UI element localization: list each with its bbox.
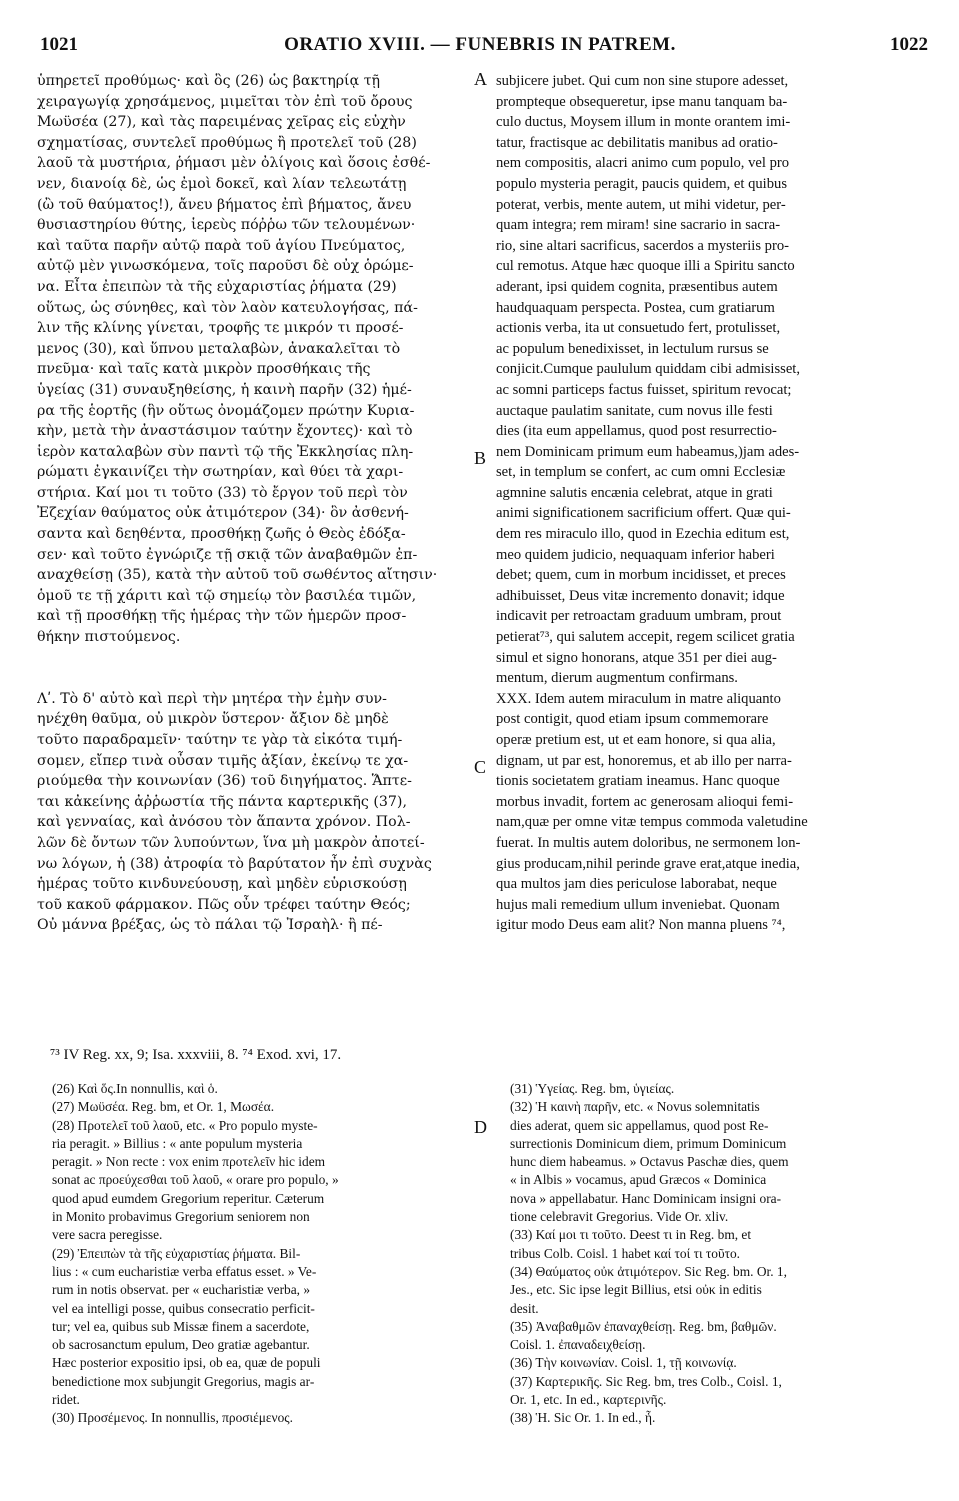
latin-text-column <box>496 71 922 936</box>
latin-line: operæ pretium est, ut et eam honore, si qua alia, <box>496 732 776 748</box>
latin-line: morbus invadit, fortem ac generosam alioqui femi- <box>496 793 794 810</box>
latin-line: set, in templum se confert, ac cum omni Ecclesiæ <box>496 464 786 481</box>
greek-line: μενος (30), καὶ ὕπνου μεταλαβὼν, ἀνακαλεῖται τὸ <box>37 340 401 357</box>
footnotes-right <box>510 1080 930 1428</box>
latin-line: post contigit, quod etiam ipsum commemorare <box>496 711 769 728</box>
latin-line: dignam, ut par est, honoremus, et ab illo per narra- <box>496 752 792 769</box>
footnote-line: (28) Προτελεῖ τοῦ λαοῦ, etc. « Pro populo myste- <box>52 1117 318 1133</box>
footnote-line: tione celebravit Gregorius. Vide Or. xliv. <box>510 1209 729 1225</box>
greek-line: καὶ ταῦτα παρῆν αὐτῷ παρὰ τοῦ ἁγίου Πνεύματος, <box>37 237 406 254</box>
greek-line: ἱερὸν καταλαβὼν σὺν παντὶ τῷ τῆς Ἐκκλησίας πλη- <box>37 443 414 460</box>
greek-line: ρα τῆς ἑορτῆς (ἣν οὕτως ὀνομάζομεν πρώτην Κυρια- <box>37 402 415 419</box>
latin-line: XXX. Idem autem miraculum in matre aliquanto <box>496 690 781 707</box>
greek-line <box>37 668 469 689</box>
greek-line: καὶ γενναίας, καὶ ἀνόσου τὸν ἅπαντα χρόνον. Πολ- <box>37 814 411 831</box>
page-number-right: 1022 <box>890 34 928 55</box>
footnote-line: Hæc posterior expositio ipsi, ob ea, quæ de populi <box>52 1355 321 1371</box>
footnote-line: peragit. » Non recte : vox enim προτελεῖν hic idem <box>52 1154 326 1170</box>
latin-line: quam integra; rem miram! sine sacrario in sacra- <box>496 217 781 234</box>
greek-line: τοῦ κακοῦ φάρμακον. Πῶς οὖν τρέφει ταύτην Θεός; <box>37 896 411 913</box>
greek-line <box>37 648 469 669</box>
greek-line: νω λόγων, ἡ (38) ἀτροφία τὸ βαρύτατον ἦν ἐπὶ συχνὰς <box>37 855 432 872</box>
latin-line: aderant, ipsi quidem cognita, præsentibus autem <box>496 278 778 295</box>
greek-line: Λʹ. Τὸ δ' αὐτὸ καὶ περὶ τὴν μητέρα τὴν ἐμὴν συν- <box>37 690 387 707</box>
footnote-line: tribus Colb. Coisl. 1 habet καί τοί τι τοῦτο. <box>510 1245 741 1261</box>
latin-line: debet; quem, cum in morbum incidisset, et preces <box>496 567 786 584</box>
footnote-line: Or. 1, etc. In ed., καρτερινῆς. <box>510 1392 667 1408</box>
latin-line: dies (ita eum appellamus, quod post resurrectio- <box>496 423 777 440</box>
greek-line: οὕτως, ὡς σύνηθες, καὶ τὸν λαὸν κατευλογήσας, πά- <box>37 299 418 316</box>
greek-line: ὑγείας (31) συναυξηθείσης, ἡ καινὴ παρῆν (32) ἡμέ- <box>37 381 412 398</box>
footnote-line: vel ea intelligi posse, quibus consecratio perficit- <box>52 1300 315 1316</box>
latin-line: rio, sine altari sacrificus, sacerdos a mysteriis pro- <box>496 237 789 254</box>
latin-line: poterat, verbis, mente autem, ut mihi videtur, per- <box>496 196 786 213</box>
scripture-references: ⁷³ IV Reg. xx, 9; Isa. xxxviii, 8. ⁷⁴ Exod. xvi, 17. <box>50 1047 342 1063</box>
latin-line: tionis societatem gratiam ineamus. Hanc quoque <box>496 773 780 790</box>
greek-line: πνεῦμα· καὶ ταῖς κατὰ μικρὸν προσθήκαις τῆς <box>37 361 371 378</box>
greek-line: θήκην πιστούμενος. <box>37 629 181 646</box>
latin-line: tatur, fractisque ac debilitatis manibus ad oratio- <box>496 134 778 151</box>
greek-line: λιν τῆς κλίνης γίνεται, τροφῆς τε μικρόν τι προσέ- <box>37 320 404 337</box>
footnote-line: tur; vel ea, quibus sub Missæ finem a sacerdote, <box>52 1318 310 1334</box>
footnote-line: vere sacra peregisse. <box>52 1227 163 1243</box>
latin-line: mentum, dierum augmentum confirmans. <box>496 670 738 687</box>
running-header <box>30 34 930 56</box>
greek-line: ρώματι ἐγκαινίζει τὴν σωτηρίαν, καὶ θύει τὰ χαρι- <box>37 464 404 481</box>
footnote-line: surrectionis Dominicum diem, primum Dominicum <box>510 1135 787 1151</box>
footnote-line: (27) Μωϋσέα. Reg. bm, et Or. 1, Μωσέα. <box>52 1099 275 1115</box>
latin-line: gius producam,nihil perinde grave erat,atque inedia, <box>496 855 800 872</box>
greek-line: ὑπηρετεῖ προθύμως· καὶ ὃς (26) ὡς βακτηρίᾳ τῇ <box>37 73 381 89</box>
greek-line: στήρια. Καί μοι τι τοῦτο (33) τὸ ἔργον τοῦ περὶ τὸν <box>37 484 408 501</box>
footnote-line: (32) Ἡ καινὴ παρῆν, etc. « Novus solemnitatis <box>510 1099 760 1115</box>
latin-line: nem Dominicam primum eum habeamus,)jam ades- <box>496 443 800 460</box>
greek-line: ηνέχθη θαῦμα, οὐ μικρὸν ὕστερον· ἄξιον δὲ μηδὲ <box>37 711 389 728</box>
footnote-line: (36) Τὴν κοινωνίαν. Coisl. 1, τῇ κοινωνίᾳ. <box>510 1355 737 1371</box>
latin-line: dem res miraculo illo, quod in Ezechia editum est, <box>496 526 790 543</box>
latin-line: igitur modo Deus eam alit? Non manna pluens ⁷⁴, <box>496 917 786 934</box>
latin-line: subjicere jubet. Qui cum non sine stupore adesset, <box>496 73 789 89</box>
footnote-line: benedictione mox subjungit Gregorius, magis ar- <box>52 1373 315 1389</box>
greek-line: να. Εἶτα ἐπειπὼν τὰ τῆς εὐχαριστίας ῥήματα (29) <box>37 278 397 295</box>
footnote-line: ria peragit. » Billius : « ante populum mysteria <box>52 1135 303 1151</box>
footnote-line: (35) Ἀναβαθμῶν ἐπαναχθείσῃ. Reg. bm, βαθμῶν. <box>510 1318 777 1334</box>
greek-line: χειραγωγίᾳ χρησάμενος, μιμεῖται τὸν ἐπὶ τοῦ ὄρους <box>37 93 413 110</box>
footnote-line: (33) Καί μοι τι τοῦτο. Deest τι in Reg. bm, et <box>510 1227 752 1243</box>
latin-line: ac somni particeps factus fuisset, spiritum revocat; <box>496 381 792 398</box>
greek-line: τοῦτο παραδραμεῖν· ταύτην τε γὰρ τὰ εἰκότα τιμή- <box>37 732 403 748</box>
footnote-line: hunc diem habeamus. » Octavus Paschæ dies, quem <box>510 1154 789 1170</box>
greek-line: καὶ τῇ προσθήκῃ τῆς ἡμέρας τὴν τῶν ἡμερῶν προσ- <box>37 608 407 625</box>
running-title: ORATIO XVIII. — FUNEBRIS IN PATREM. <box>284 34 676 55</box>
latin-line: adhibuisset, Deus vitæ incremento donavit; idque <box>496 587 785 604</box>
greek-text-column <box>37 71 469 936</box>
footnote-line: sonat ac προεύχεσθαι τοῦ λαοῦ, « orare pro populo, » <box>52 1172 339 1188</box>
latin-line: agmnine salutis encænia celebrat, atque in grati <box>496 484 773 501</box>
footnote-line: ob sacrosanctum epulum, Deo gratiæ agebantur. <box>52 1337 310 1353</box>
footnote-line: (26) Καὶ ὅς.In nonnullis, καὶ ὁ. <box>52 1081 218 1096</box>
footnote-line: quod apud eumdem Gregorium reperitur. Cæterum <box>52 1190 325 1206</box>
column-marker-a: A <box>474 69 487 89</box>
footnote-line: nova » appellabatur. Hanc Dominicam insigni ora- <box>510 1190 782 1206</box>
latin-line: haudquaquam perspecta. Postea, cum gratiarum <box>496 299 775 316</box>
latin-line: animi significationem sacrificium offert. Quæ qui- <box>496 505 791 522</box>
footnote-line: in Monito probavimus Gregorium seniorem non <box>52 1209 310 1225</box>
latin-line: cul remotus. Atque hæc quoque illi a Spiritu sancto <box>496 258 795 275</box>
greek-line: κὴν, μετὰ τὴν ἀναστάσιμον ταύτην ἔχοντες)· καὶ τὸ <box>37 423 413 440</box>
footnote-line: (31) Ὑγείας. Reg. bm, ὑγιείας. <box>510 1081 675 1096</box>
greek-line: Οὐ μάννα βρέξας, ὡς τὸ πάλαι τῷ Ἰσραὴλ· ἢ πέ- <box>37 917 383 934</box>
latin-line: culo ductus, Moysem illum in monte orantem imi- <box>496 114 791 131</box>
greek-line: νεν, διανοίᾳ δὲ, ὡς ἐμοὶ δοκεῖ, καὶ λίαν τελεωτάτῃ <box>37 175 407 192</box>
latin-line: fuerat. In multis autem doloribus, ne sermonem lon- <box>496 834 801 851</box>
greek-line: (ὢ τοῦ θαύματος!), ἄνευ βήματος ἐπὶ βήματος, ἄνευ <box>37 196 412 213</box>
footnote-line: (30) Προσέμενος. In nonnullis, προσιέμενος. <box>52 1410 293 1426</box>
greek-line: ὁμοῦ τε τῇ χάριτι καὶ τῷ σημείῳ τὸν βασιλέα τιμῶν, <box>37 587 417 604</box>
latin-line: prompteque obsequeretur, ipse manu tanquam ba- <box>496 93 788 110</box>
greek-line: Μωϋσέα (27), καὶ τὰς παρειμένας χεῖρας εἰς εὐχὴν <box>37 114 406 131</box>
latin-line: actionis verba, ita ut consuetudo fert, protulisset, <box>496 320 781 337</box>
footnote-line: ridet. <box>52 1392 80 1408</box>
greek-line: σχηματίσας, συντελεῖ προθύμως ἢ προτελεῖ τοῦ (28) <box>37 134 417 151</box>
latin-line: hujus mali remedium ullum inveniebat. Quonam <box>496 896 780 913</box>
latin-line: petierat⁷³, qui salutem accepit, regem scilicet gratia <box>496 629 795 646</box>
greek-line: σαντα καὶ δεηθέντα, προσθήκῃ ζωῆς ὁ Θεὸς ἐδόξα- <box>37 526 406 543</box>
greek-line: αὐτῷ μὲν γινωσκόμενα, τοῖς παροῦσι δὲ οὐχ ὁρώμε- <box>37 258 414 275</box>
latin-line: meo quidem judicio, nequaquam inferior haberi <box>496 546 775 563</box>
footnotes-left <box>52 1080 472 1428</box>
column-marker-c: C <box>474 757 487 777</box>
column-marker-b: B <box>474 448 487 468</box>
footnote-line: « in Albis » vocamus, apud Græcos « Dominica <box>510 1172 767 1188</box>
latin-line: nem compositis, alacri animo cum populo, vel pro <box>496 155 790 172</box>
greek-line: αναχθείσῃ (35), κατὰ τὴν αὐτοῦ τοῦ σωθέντος αἴτησιν· <box>37 567 438 584</box>
latin-line: nam,quæ per omne vitæ tempus commoda valetudine <box>496 814 808 831</box>
greek-line: σεν· καὶ τοῦτο ἐγνώριζε τῇ σκιᾷ τῶν ἀναβαθμῶν ἐπ- <box>37 546 418 563</box>
latin-line: simul et signo honorans, atque 351 per diei aug- <box>496 649 777 666</box>
footnote-line: Coisl. 1. ἐπαναδειχθείσῃ. <box>510 1337 646 1353</box>
footnote-line: (37) Καρτερικῆς. Sic Reg. bm, tres Colb., Coisl. 1, <box>510 1373 782 1389</box>
footnote-line: desit. <box>510 1300 539 1316</box>
footnote-line: (34) Θαύματος οὐκ ἀτιμότερον. Sic Reg. bm. Or. 1, <box>510 1263 787 1279</box>
greek-line: Ἐζεχίαν θαύματος οὐκ ἀτιμότερον (34)· ὃν ἀσθενή- <box>37 505 409 522</box>
page-number-left: 1021 <box>40 34 78 55</box>
latin-line: ac populum benedixisset, in lectulum rursus se <box>496 340 769 357</box>
latin-line: populo mysteria peragit, paucis quidem, et quibus <box>496 175 788 192</box>
greek-line: λῶν δὲ ὄντων τῶν λυπούντων, ἵνα μὴ μακρὸν ἀποτεί- <box>37 834 425 851</box>
column-marker-d: D <box>474 1117 487 1137</box>
greek-line: σομεν, εἴπερ τινὰ οὖσαν τιμῆς ἀξίαν, ἐκείνῳ τε χα- <box>37 752 409 769</box>
greek-line: ται κἀκείνης ἀῤῥωστία τῆς πάντα καρτερικῆς (37), <box>37 793 407 810</box>
footnote-line: rum in notis observat. per « eucharistiæ verba, » <box>52 1282 311 1298</box>
footnote-line: (38) Ἡ. Sic Or. 1. In ed., ἦ. <box>510 1410 656 1426</box>
footnote-line: Jes., etc. Sic ipse legit Billius, etsi οὐκ in editis <box>510 1282 762 1298</box>
latin-line: auctaque paulatim sanitate, cum novus ille festi <box>496 402 773 419</box>
latin-line: indicavit per retroactam graduum umbram, prout <box>496 608 782 625</box>
footnote-line: lius : « cum eucharistiæ verba effatus esset. » Ve- <box>52 1263 317 1279</box>
footnote-line: (29) Ἐπειπὼν τὰ τῆς εὐχαριστίας ῥήματα. Bil- <box>52 1245 301 1261</box>
greek-line: λαοῦ τὰ μυστήρια, ῥήμασι μὲν ὀλίγοις καὶ ὅσοις ἐσθέ- <box>37 155 431 172</box>
latin-line: qua multos jam dies periculose laborabat, neque <box>496 876 777 893</box>
latin-line: conjicit.Cumque paululum quiddam cibi admisisset, <box>496 361 800 378</box>
greek-line: ἡμέρας τοῦτο κινδυνεύουσῃ, καὶ μηδὲν εὑρισκούσῃ <box>37 876 407 893</box>
greek-line: ριούμεθα τὴν κοινωνίαν (36) τοῦ διηγήματος. Ἅπτε- <box>37 773 412 790</box>
footnote-line: dies aderat, quem sic appellamus, quod post Re- <box>510 1117 769 1133</box>
greek-line: θυσιαστηρίου θύτης, ἱερεὺς πόῤῥω τῶν τελουμένων· <box>37 217 416 234</box>
